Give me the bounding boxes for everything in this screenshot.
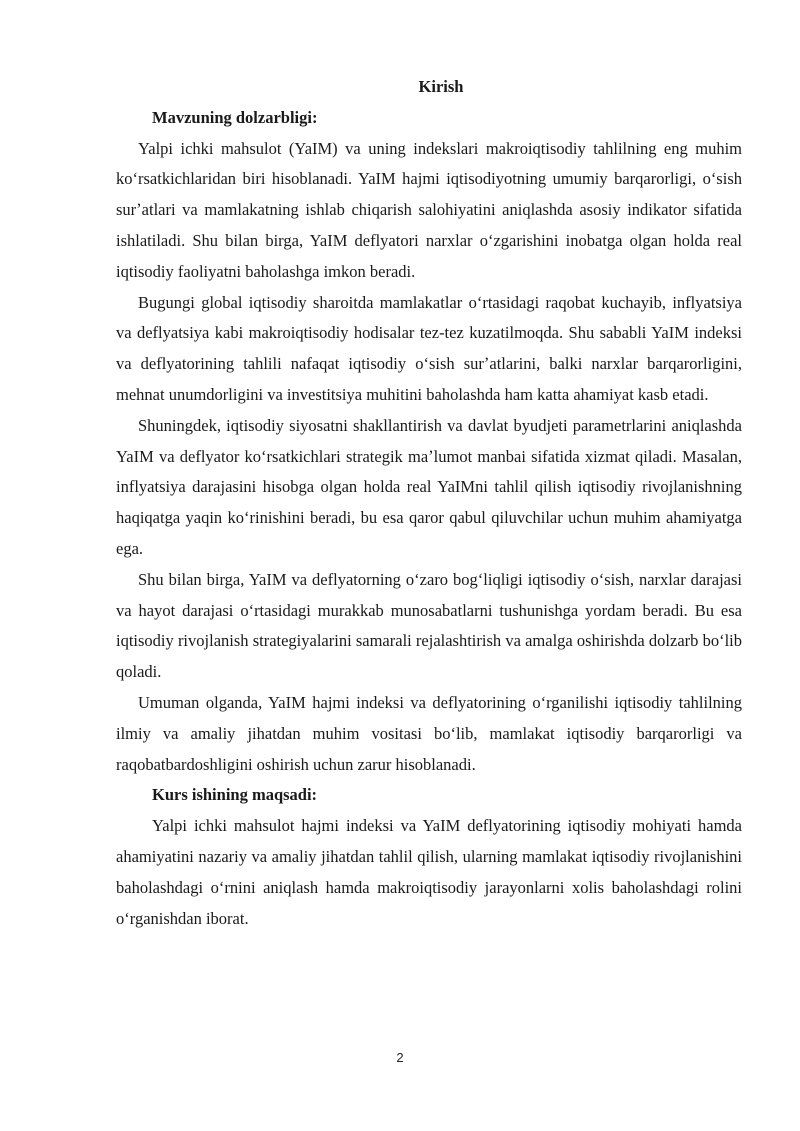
- paragraph-4: Shu bilan birga, YaIM va deflyatorning oʻzaro bogʻliqligi iqtisodiy oʻsish, narxlar darajasi va hayot darajasi oʻrtasidagi murakkab munosabatlarni tushunishga yordam beradi. Bu esa iqtisodiy rivojlanish strategiyalarini samarali rejalashtirish va amalga oshirishda dolzarb boʻlib qoladi.: [116, 569, 742, 682]
- page-title: Kirish: [418, 77, 464, 96]
- section-heading-goal: Kurs ishining maqsadi:: [152, 785, 318, 805]
- page-number: 2: [396, 1050, 404, 1065]
- paragraph-goal: Yalpi ichki mahsulot hajmi indeksi va YaIM deflyatorining iqtisodiy mohiyati hamda ahamiyatini nazariy va amaliy jihatdan tahlil qilish, ularning mamlakat iqtisodiy rivojlanishini baholashdagi oʻrnini aniqlash hamda makroiqtisodiy jarayonlarni xolis baholashdagi rolini oʻrganishdan iborat.: [116, 816, 742, 928]
- paragraph-1: Yalpi ichki mahsulot (YaIM) va uning indekslari makroiqtisodiy tahlilning eng muhim koʻrsatkichlaridan biri hisoblanadi. YaIM hajmi iqtisodiyotning umumiy barqarorligi, oʻsish surʼatlari va mamlakatning ishlab chiqarish salohiyatini aniqlashda asosiy indikator sifatida ishlatiladi. Shu bilan birga, YaIM deflyatori narxlar oʻzgarishini inobatga olgan holda real iqtisodiy faoliyatni baholashga imkon beradi.: [116, 138, 742, 281]
- paragraph-3: Shuningdek, iqtisodiy siyosatni shakllantirish va davlat byudjeti parametrlarini aniqlashda YaIM va deflyator koʻrsatkichlari strategik maʼlumot manbai sifatida xizmat qiladi. Masalan, inflyatsiya darajasini hisobga olgan holda real YaIMni tahlil qilish iqtisodiy rivojlanishning haqiqatga yaqin koʻrinishini beradi, bu esa qaror qabul qiluvchilar uchun muhim ahamiyatga ega.: [116, 415, 742, 558]
- paragraph-2: Bugungi global iqtisodiy sharoitda mamlakatlar oʻrtasidagi raqobat kuchayib, inflyatsiya va deflyatsiya kabi makroiqtisodiy hodisalar tez-tez kuzatilmoqda. Shu sababli YaIM indeksi va deflyatorining tahlili nafaqat iqtisodiy oʻsish surʼatlarini, balki narxlar barqarorligini, mehnat unumdorligini va investitsiya muhitini baholashda ham katta ahamiyat kasb etadi.: [116, 292, 742, 404]
- document-page: [116, 72, 742, 934]
- section-heading-relevance: Mavzuning dolzarbligi:: [152, 107, 318, 127]
- paragraph-5: Umuman olganda, YaIM hajmi indeksi va deflyatorining oʻrganilishi iqtisodiy tahlilning ilmiy va amaliy jihatdan muhim vositasi boʻlib, mamlakat iqtisodiy barqarorligi va raqobatbardoshligini oshirish uchun zarur hisoblanadi.: [116, 692, 742, 774]
